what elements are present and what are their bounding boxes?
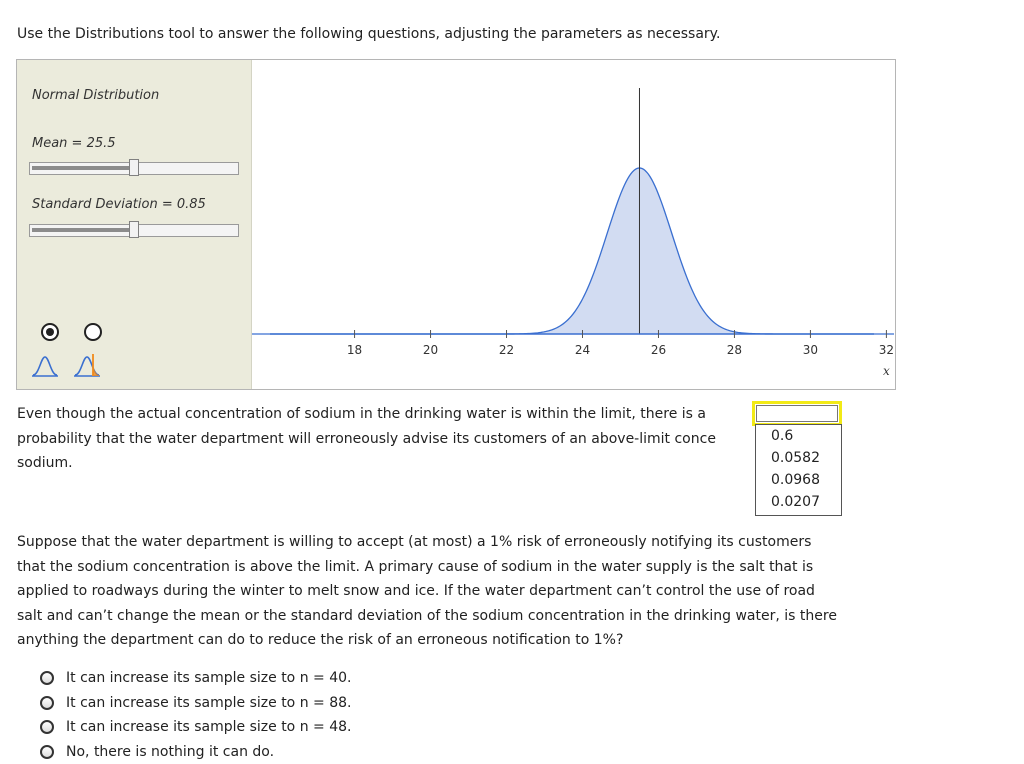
mean-slider[interactable] xyxy=(29,162,239,175)
question2-line: anything the department can do to reduce the risk of an erroneous notification to 1%? xyxy=(17,632,624,648)
mode-radio-tail[interactable] xyxy=(84,323,102,341)
question2-line: that the sodium concentration is above the limit. A primary cause of sodium in the water supply is the salt that is xyxy=(17,558,814,575)
question1-line3: sodium. xyxy=(17,455,73,471)
sd-slider-thumb[interactable] xyxy=(129,221,139,238)
radio-selected-dot xyxy=(46,328,54,336)
x-tick-label: 30 xyxy=(802,343,819,357)
x-tick-label: 32 xyxy=(878,343,894,357)
answer-option-label: It can increase its sample size to n = 88. xyxy=(66,694,352,711)
mode-radio-density[interactable] xyxy=(41,323,59,341)
mean-slider-fill xyxy=(32,166,131,170)
radio-button[interactable] xyxy=(40,696,54,710)
x-tick-label: 28 xyxy=(726,343,743,357)
probability-dropdown-options xyxy=(755,424,842,516)
question2-line: Suppose that the water department is willing to accept (at most) a 1% risk of erroneously notifying its customers xyxy=(17,534,812,550)
answer-option[interactable] xyxy=(40,715,351,740)
answer-options xyxy=(40,666,351,764)
x-tick-label: 24 xyxy=(574,343,591,357)
dropdown-option[interactable]: 0.0207 xyxy=(771,494,820,510)
sd-label: Standard Deviation = 0.85 xyxy=(32,197,206,212)
dropdown-option[interactable]: 0.6 xyxy=(771,428,794,444)
curve-area xyxy=(252,168,894,334)
probability-dropdown[interactable] xyxy=(752,401,842,426)
answer-option[interactable] xyxy=(40,691,351,716)
sd-slider[interactable] xyxy=(29,224,239,237)
dropdown-value xyxy=(756,405,838,422)
distributions-tool xyxy=(16,59,896,390)
radio-button[interactable] xyxy=(40,720,54,734)
x-axis-label: x xyxy=(883,364,890,378)
radio-button[interactable] xyxy=(40,745,54,759)
question2-line: applied to roadways during the winter to melt snow and ice. If the water department can’t control the use of road xyxy=(17,583,815,599)
curve-line xyxy=(252,168,894,334)
dropdown-option[interactable]: 0.0968 xyxy=(771,472,820,488)
answer-option-label: It can increase its sample size to n = 48. xyxy=(66,719,352,736)
dropdown-option[interactable]: 0.0582 xyxy=(771,450,820,466)
question1-line1: Even though the actual concentration of sodium in the drinking water is within the limit, there is a xyxy=(17,406,706,422)
mean-label: Mean = 25.5 xyxy=(32,136,116,151)
sd-slider-fill xyxy=(32,228,131,232)
answer-option[interactable] xyxy=(40,666,351,691)
answer-option[interactable] xyxy=(40,740,351,764)
mean-slider-thumb[interactable] xyxy=(129,159,139,176)
x-tick-label: 22 xyxy=(498,343,515,357)
answer-option-label: It can increase its sample size to n = 40. xyxy=(66,670,352,687)
x-tick-label: 26 xyxy=(650,343,667,357)
distribution-plot xyxy=(252,60,894,389)
radio-button[interactable] xyxy=(40,671,54,685)
x-tick-label: 18 xyxy=(346,343,363,357)
question2-text xyxy=(17,530,897,653)
distribution-title: Normal Distribution xyxy=(32,88,160,103)
x-tick-label: 20 xyxy=(422,343,439,357)
instructions: Use the Distributions tool to answer the following questions, adjusting the parameters as necessary. xyxy=(17,26,721,42)
normal-curve-tail-icon xyxy=(73,352,101,378)
question2-line: salt and can’t change the mean or the standard deviation of the sodium concentration in the drinking water, is there xyxy=(17,607,837,624)
answer-option-label: No, there is nothing it can do. xyxy=(66,744,275,761)
normal-curve-icon xyxy=(31,352,59,378)
parameter-panel xyxy=(17,60,252,389)
question1-line2: probability that the water department will erroneously advise its customers of an above-limit conce xyxy=(17,430,716,447)
